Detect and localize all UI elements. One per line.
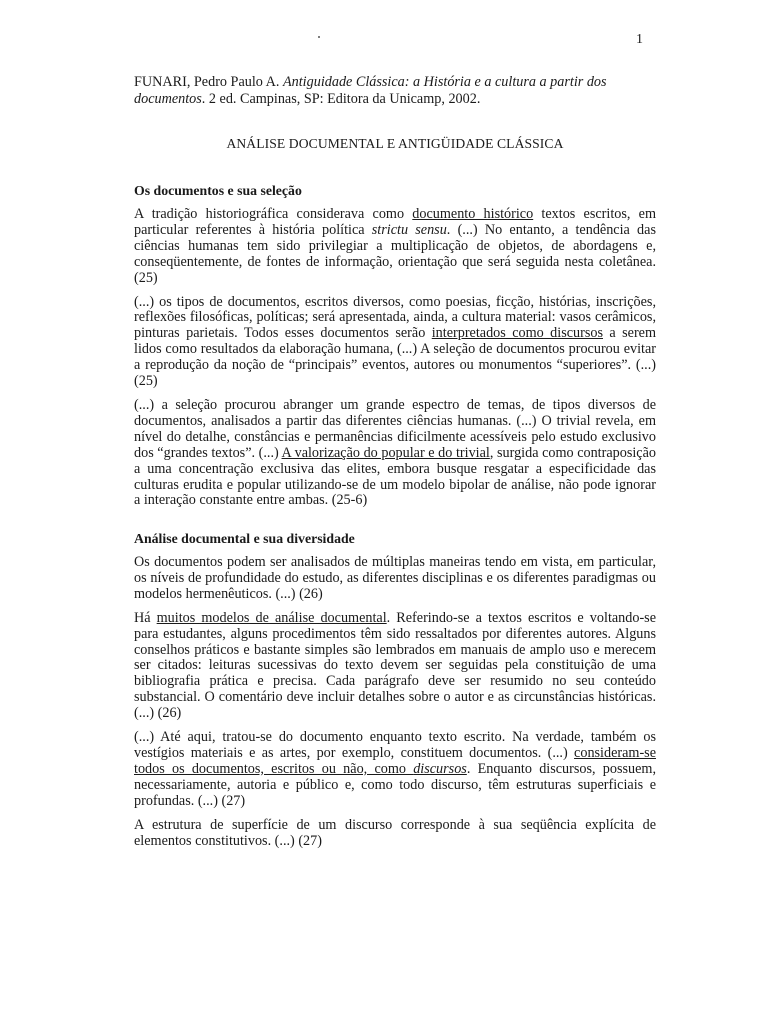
italic-text: strictu sensu: [371, 221, 447, 238]
text-run: (...) os tipos de documentos, escritos diversos, como poesias, ficção, histórias, inscrições, reflexões filosóficas, políticas; será apresentada, ainda, a cultura material: vasos cerâmicos, pinturas parietais. Todos esses documentos serão: [134, 293, 656, 342]
text-run: (...) Até aqui, tratou-se do documento enquanto texto escrito. Na verdade, também os vestígios materiais e as artes, por exemplo, constituem documentos. (...): [134, 729, 656, 761]
section-heading: Os documentos e sua seleção: [134, 183, 302, 198]
text-run: textos escritos, em particular referentes à história política: [134, 206, 656, 238]
text-run: (...) a seleção procurou abranger um grande espectro de temas, de tipos diversos de documentos, analisados a partir das diferentes ciências humanas. (...) O trivial revela, em nível do detalhe, constâncias e permanências dificilmente acessíveis pelo estudo exclusivo dos “grandes textos”. (...): [134, 396, 656, 461]
section-documents-selection: [134, 183, 656, 517]
underlined-text: documento histórico: [412, 206, 534, 222]
text-run: . Referindo-se a textos escritos e voltando-se para estudantes, alguns procedimentos têm sido ressaltados por diferentes autores. Alguns conselhos práticos e bastante simples são lembrados em manuais de amplo uso e merecem ser citados: leituras sucessivas do texto devem ser seguidas pela constituição de uma bibliografia prática e precisa. Cada parágrafo deve ser resumido no seu conteúdo substancial. O comentário deve incluir detalhes sobre o autor e as circunstâncias históricas. (...) (26): [134, 609, 657, 722]
text-run: A tradição historiográfica considerava como: [134, 206, 413, 222]
bibliographic-citation: [134, 74, 656, 108]
underlined-text: interpretados como discursos: [431, 325, 603, 342]
paragraph: A estrutura de superfície de um discurso corresponde à sua seqüência explícita de elementos constitutivos. (...) (27): [134, 816, 656, 849]
citation-author: FUNARI, Pedro Paulo A.: [134, 74, 283, 90]
paragraph: [134, 611, 656, 722]
underlined-italic-text: discursos: [413, 760, 467, 777]
paragraph: [134, 398, 656, 509]
paragraph: [134, 295, 656, 390]
section-documentary-analysis: [134, 531, 656, 857]
paragraph: Os documentos podem ser analisados de múltiplas maneiras tendo em vista, em particular, os níveis de profundidade do estudo, as diferentes disciplinas e os diferentes paradigmas ou modelos hermenêuticos. (...) (26): [134, 554, 656, 602]
underlined-text: consideram-se todos os documentos, escritos ou não, como: [134, 744, 656, 777]
text-run: Há: [134, 609, 157, 626]
citation-book-title: Antiguidade Clássica: a História e a cultura a partir dos documentos: [134, 74, 607, 107]
paragraph: [134, 730, 656, 810]
page-number: 1: [636, 32, 643, 47]
underlined-text: A valorização do popular e do trivial: [281, 444, 490, 461]
section-heading: Análise documental e sua diversidade: [134, 531, 355, 546]
text-run: . (...) No entanto, a tendência das ciências humanas tem sido privilegiar a multiplicação de objetos, de abordagens e, conseqüentemente, de fontes de informação, orientação que será seguida nesta coletânea. (25): [134, 221, 656, 286]
scan-speck: [318, 36, 320, 38]
text-run: . Enquanto discursos, possuem, necessariamente, autoria e público e, como todo discurso, têm estruturas superficiais e profundas. (...) (27): [134, 760, 656, 809]
document-title: ANÁLISE DOCUMENTAL E ANTIGÜIDADE CLÁSSICA: [226, 136, 564, 151]
underlined-text: muitos modelos de análise documental: [156, 609, 387, 626]
text-run: a serem lidos como resultados da elaboração humana, (...) A seleção de documentos procurou evitar a reprodução da noção de “principais” eventos, autores ou monumentos “superiores”. (...) (25): [134, 325, 657, 390]
paragraph: [134, 207, 656, 287]
text-run: , surgida como contraposição a uma concentração exclusiva das elites, embora busque resgatar a especificidade das culturas erudita e popular utilizando-se de um modelo bipolar de análise, não pode ignorar a interação constante entre ambas. (25-6): [134, 444, 656, 509]
citation-publication: . 2 ed. Campinas, SP: Editora da Unicamp, 2002.: [201, 91, 481, 107]
